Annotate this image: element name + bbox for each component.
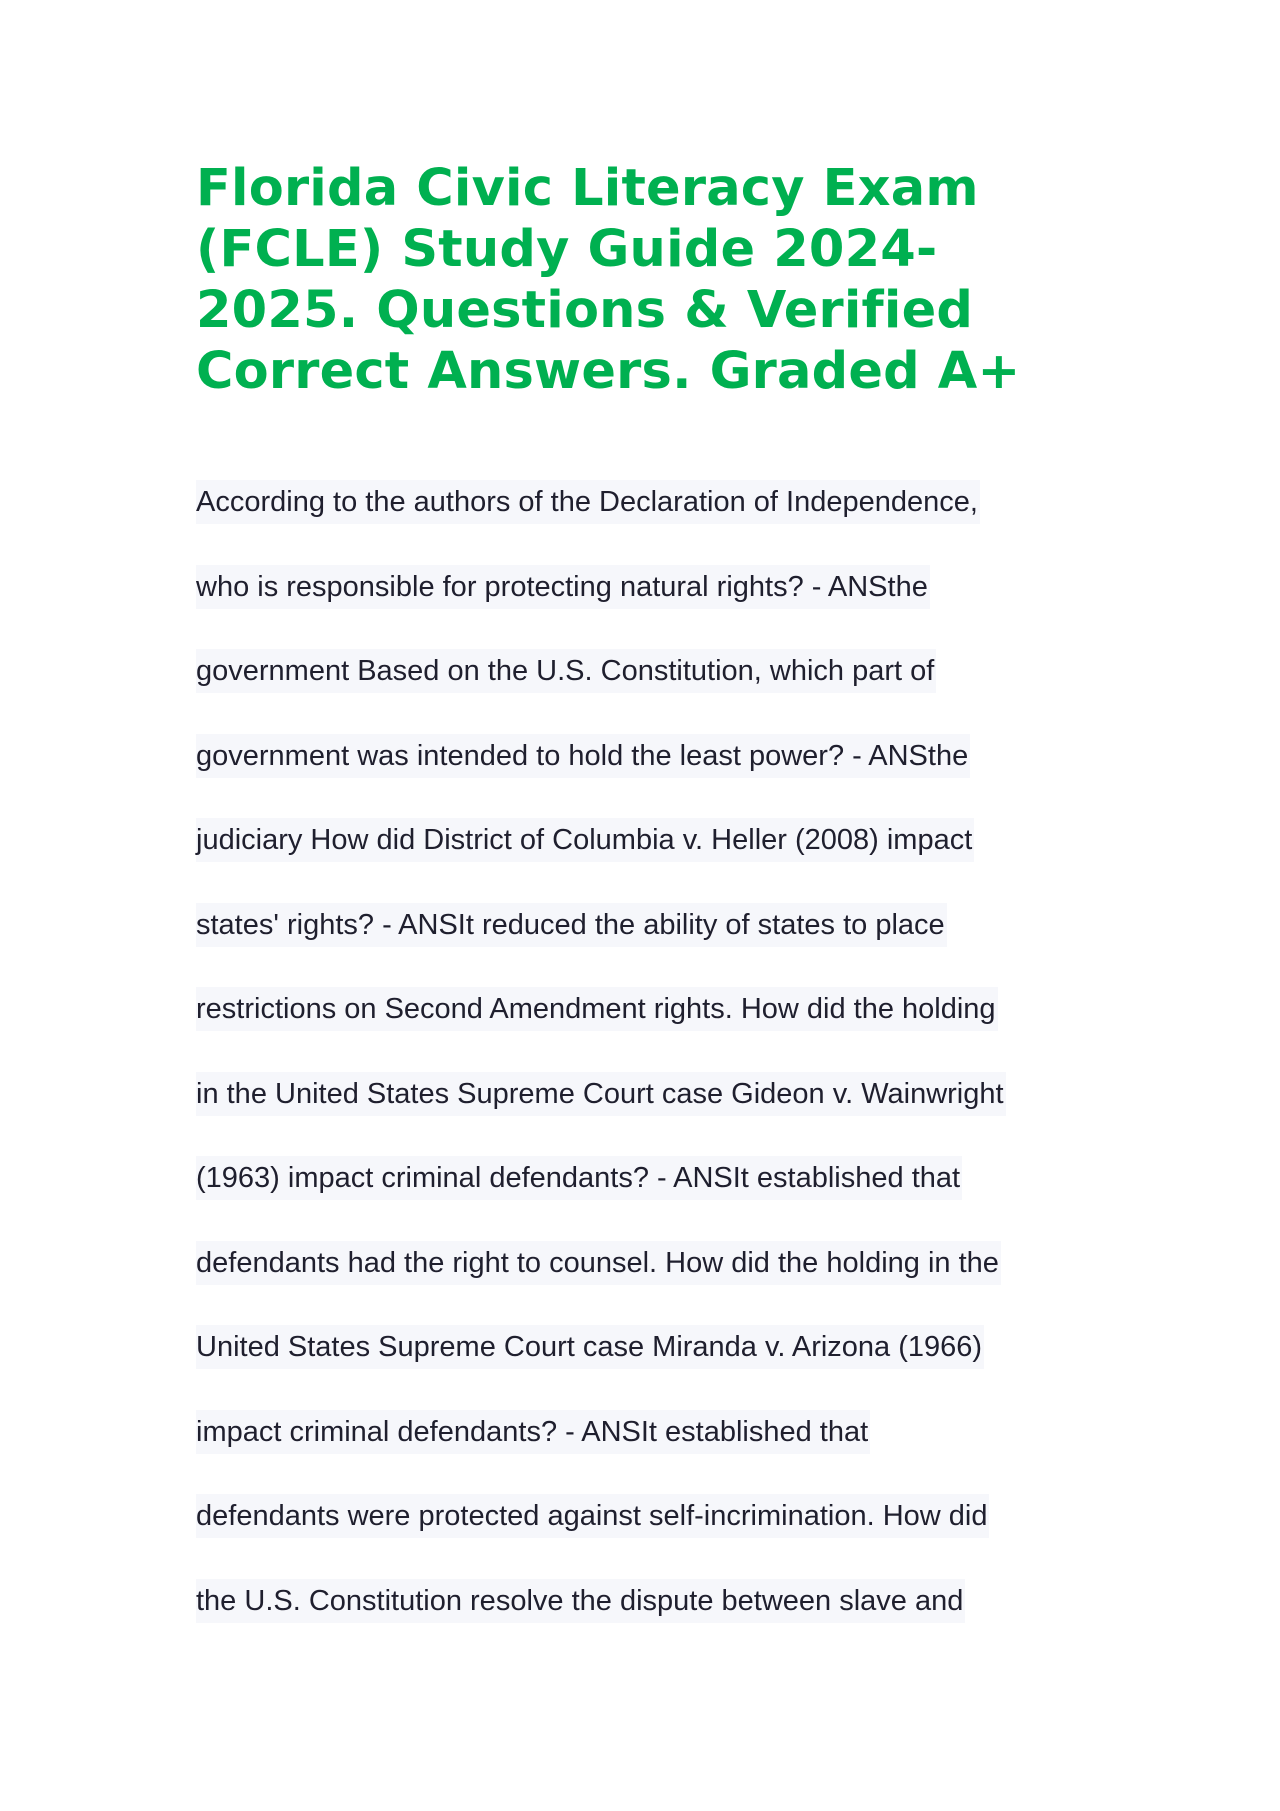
- title-line: (FCLE) Study Guide 2024-: [196, 220, 938, 279]
- text-line: government Based on the U.S. Constitution, which part of: [196, 649, 1116, 734]
- text-line: who is responsible for protecting natural rights? - ANSthe: [196, 565, 1116, 650]
- text-line: impact criminal defendants? - ANSIt established that: [196, 1410, 1116, 1495]
- text-line: (1963) impact criminal defendants? - ANSIt established that: [196, 1156, 1116, 1241]
- text-line: in the United States Supreme Court case Gideon v. Wainwright: [196, 1072, 1116, 1157]
- text-line: defendants were protected against self-incrimination. How did: [196, 1494, 1116, 1579]
- title-line: 2025. Questions & Verified: [196, 281, 974, 340]
- text-line: restrictions on Second Amendment rights. How did the holding: [196, 987, 1116, 1072]
- title-line: Florida Civic Literacy Exam: [196, 159, 979, 218]
- document-title: [196, 158, 1096, 402]
- text-line: United States Supreme Court case Miranda v. Arizona (1966): [196, 1325, 1116, 1410]
- text-line: government was intended to hold the least power? - ANSthe: [196, 734, 1116, 819]
- document-body: [196, 480, 1116, 1663]
- text-line: judiciary How did District of Columbia v. Heller (2008) impact: [196, 818, 1116, 903]
- title-line: Correct Answers. Graded A+: [196, 342, 1021, 401]
- text-line: the U.S. Constitution resolve the dispute between slave and: [196, 1579, 1116, 1664]
- text-line: defendants had the right to counsel. How did the holding in the: [196, 1241, 1116, 1326]
- text-line: According to the authors of the Declaration of Independence,: [196, 480, 1116, 565]
- text-line: states' rights? - ANSIt reduced the ability of states to place: [196, 903, 1116, 988]
